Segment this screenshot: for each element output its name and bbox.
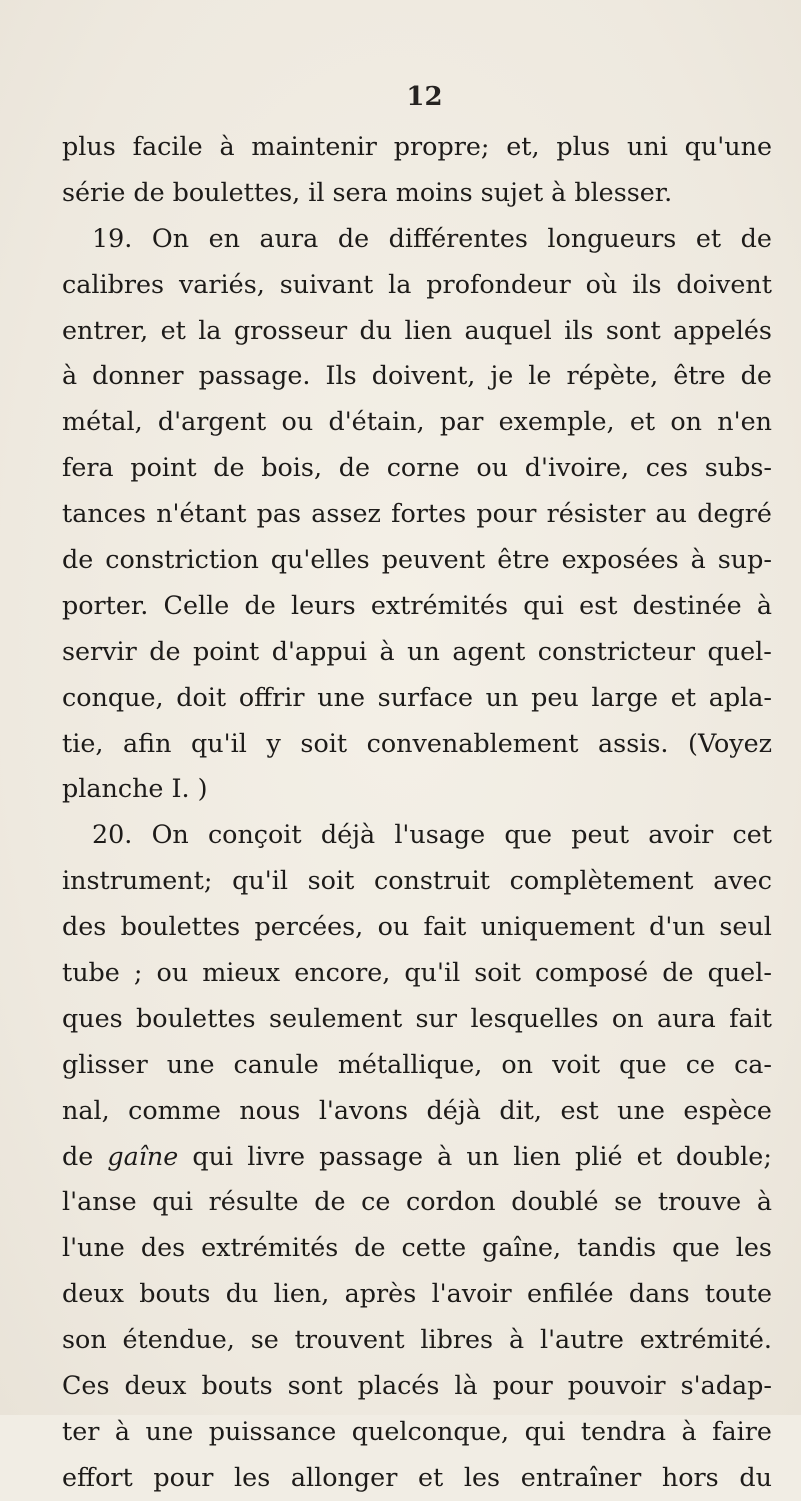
text-line: Ces deux bouts sont placés là pour pouvoir s'adap- (62, 1370, 772, 1401)
text-line: série de boulettes, il sera moins sujet à blesser. (62, 176, 673, 207)
text-line: glisser une canule métallique, on voit que ce ca- (62, 1048, 772, 1079)
text-line: servir de point d'appui à un agent constricteur quel- (62, 635, 772, 666)
text-line: ter à une puissance quelconque, qui tendra à faire (62, 1415, 772, 1446)
text-line: de constriction qu'elles peuvent être exposées à sup- (62, 544, 772, 575)
page-number: 12 (406, 82, 443, 112)
text-line: calibres variés, suivant la profondeur où ils doivent (62, 268, 772, 299)
text-line: tube ; ou mieux encore, qu'il soit composé de quel- (62, 957, 772, 988)
text-line: métal, d'argent ou d'étain, par exemple, et on n'en (62, 406, 772, 437)
text-line: deux bouts du lien, après l'avoir enfilée dans toute (62, 1278, 772, 1309)
text-line: entrer, et la grosseur du lien auquel ils sont appelés (62, 314, 772, 345)
text-line: conque, doit offrir une surface un peu large et apla- (62, 681, 772, 712)
text-line: son étendue, se trouvent libres à l'autre extrémité. (62, 1324, 772, 1355)
text-line: tances n'étant pas assez fortes pour résister au degré (62, 498, 772, 529)
text-line: porter. Celle de leurs extrémités qui est destinée à (62, 589, 772, 620)
body-text (62, 124, 772, 1501)
text-line: l'une des extrémités de cette gaîne, tandis que les (62, 1232, 772, 1263)
text-line: nal, comme nous l'avons déjà dit, est une espèce (62, 1094, 772, 1125)
text-line: de gaîne qui livre passage à un lien plié et double; (62, 1140, 772, 1171)
text-line: ques boulettes seulement sur lesquelles on aura fait (62, 1002, 772, 1033)
text-line: effort pour les allonger et les entraîner hors du (62, 1461, 772, 1492)
text-line: tie, afin qu'il y soit convenablement assis. (Voyez (62, 727, 772, 758)
text-line: planche I. ) (62, 773, 208, 804)
text-line: plus facile à maintenir propre; et, plus uni qu'une (62, 131, 772, 161)
text-line: à donner passage. Ils doivent, je le répète, être de (62, 360, 772, 391)
text-line: 20. On conçoit déjà l'usage que peut avoir cet (92, 819, 772, 850)
text-line: instrument; qu'il soit construit complètement avec (62, 865, 772, 896)
text-line: l'anse qui résulte de ce cordon doublé se trouve à (62, 1186, 772, 1217)
text-line: fera point de bois, de corne ou d'ivoire, ces subs- (62, 452, 772, 483)
text-line: 19. On en aura de différentes longueurs et de (92, 222, 772, 253)
text-line: des boulettes percées, ou fait uniquement d'un seul (62, 911, 772, 942)
